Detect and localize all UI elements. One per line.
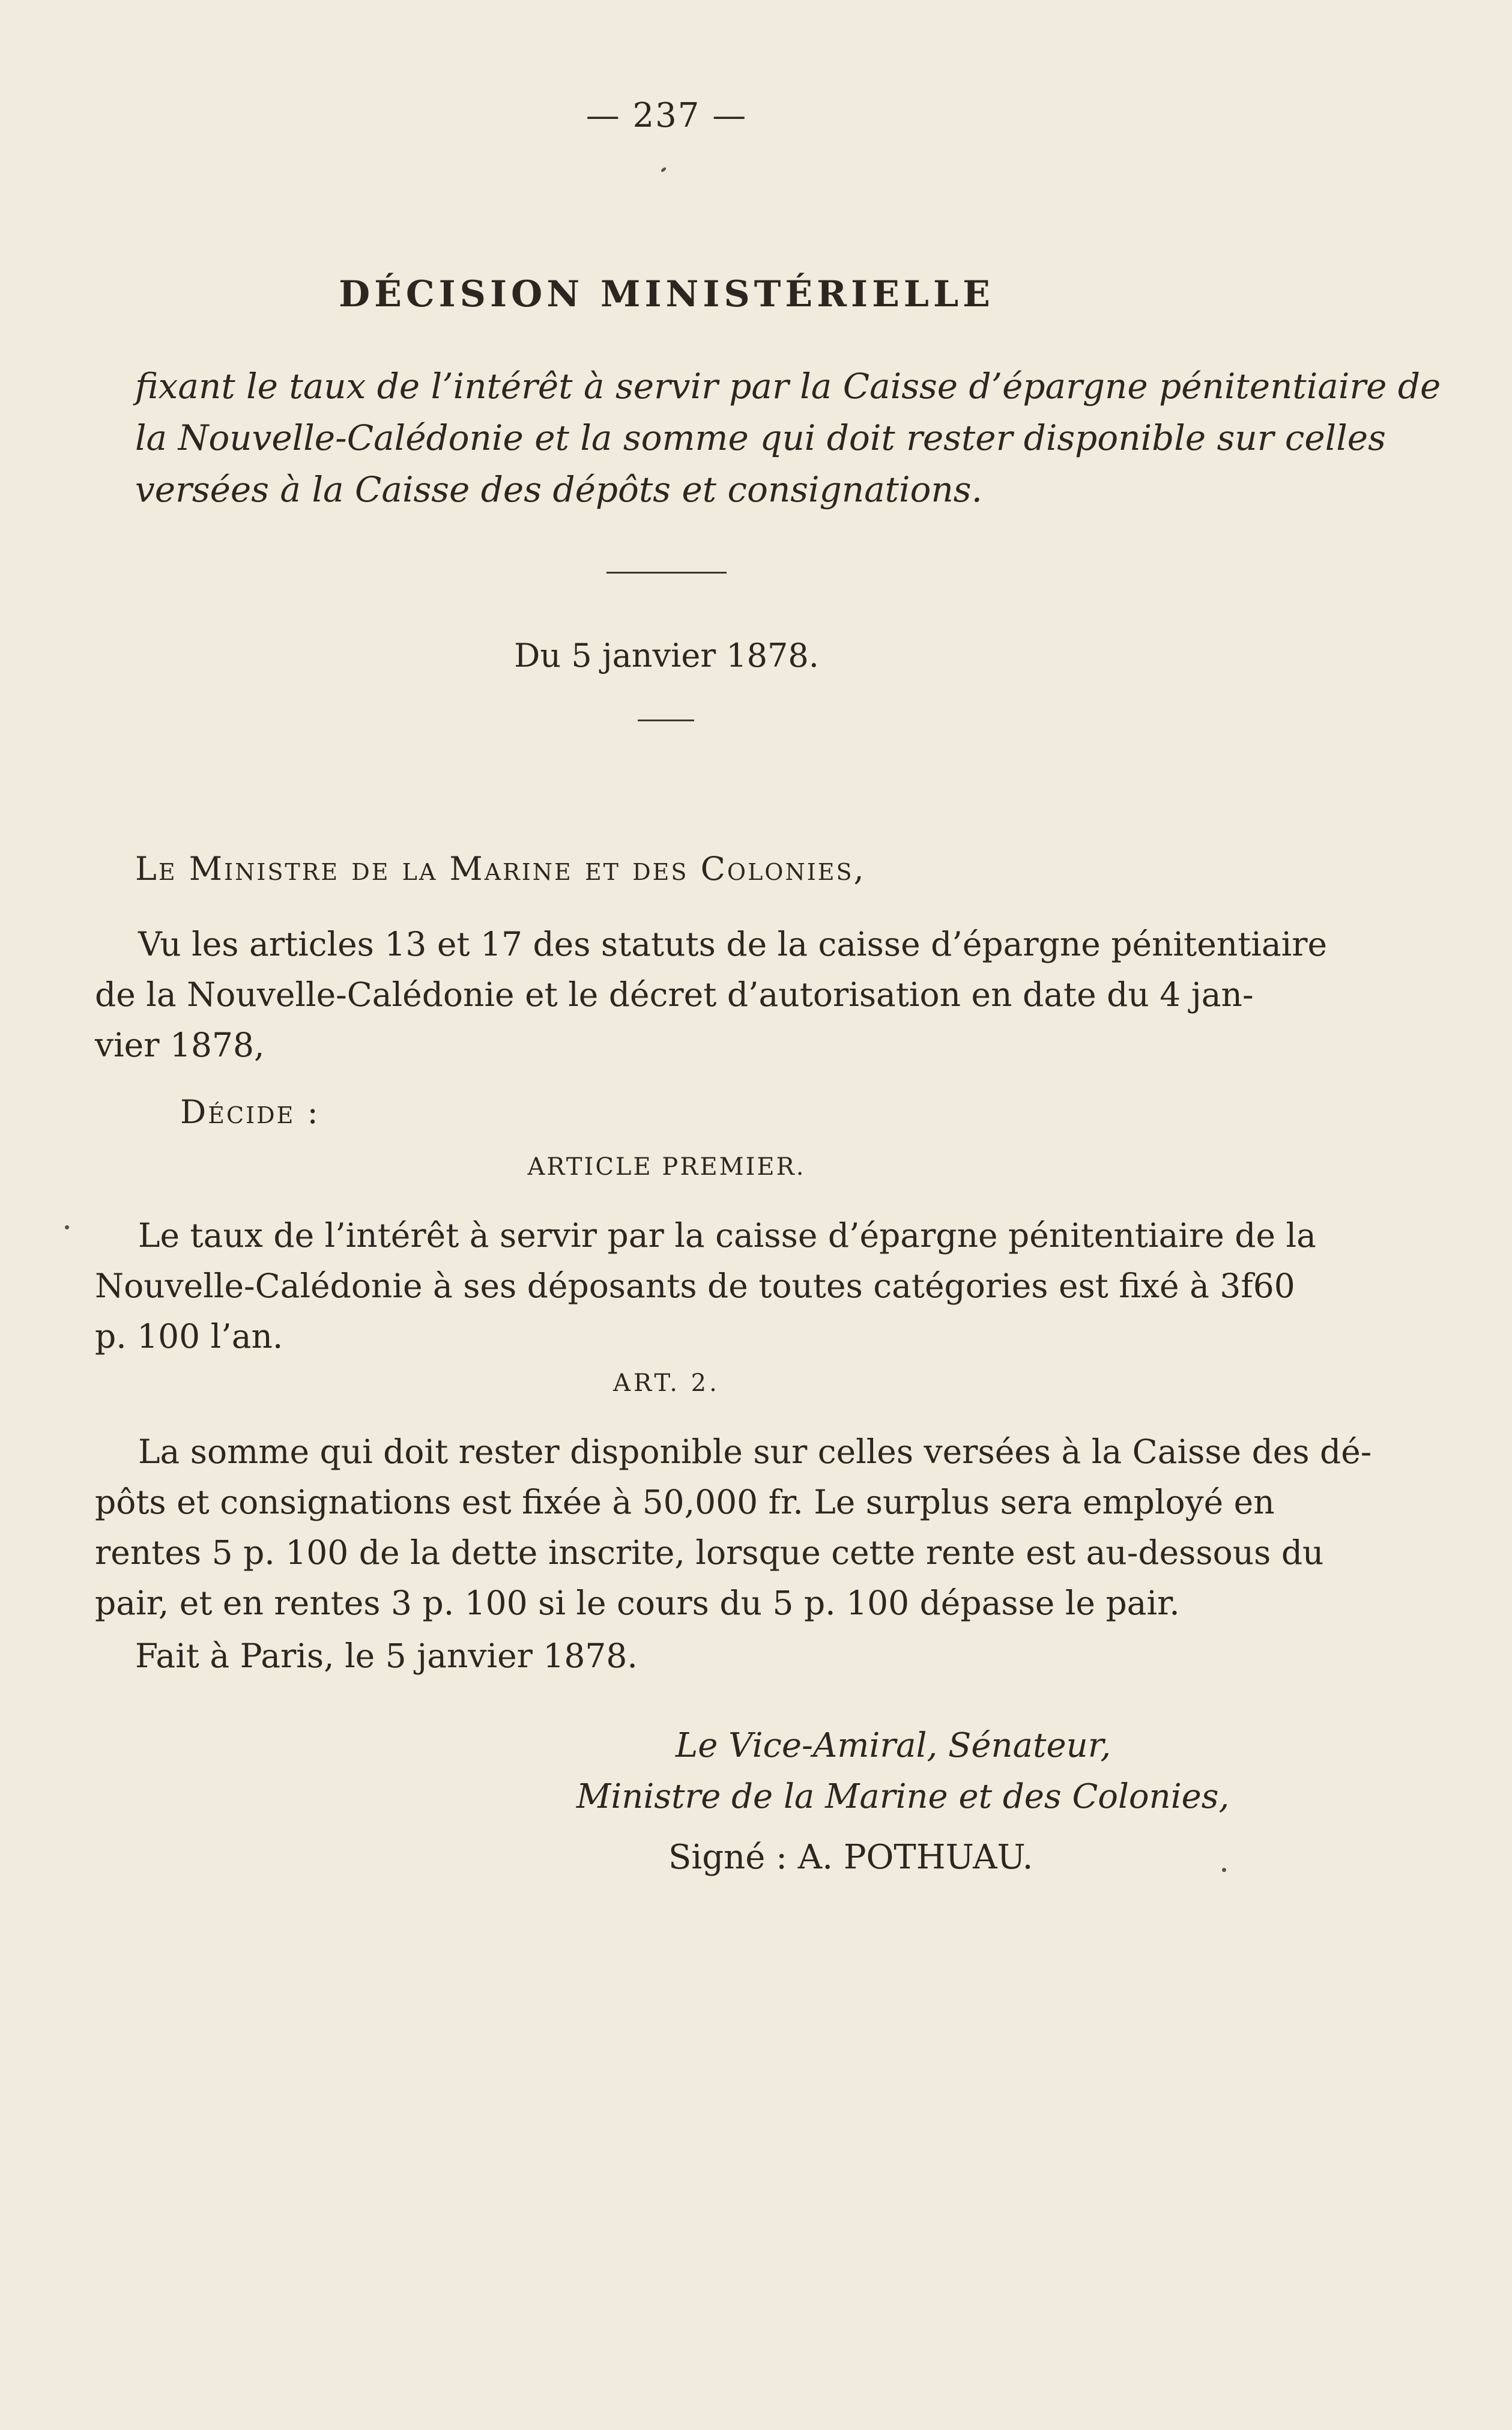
closing-line: Fait à Paris, le 5 janvier 1878.	[135, 1637, 638, 1675]
paragraph-line: Nouvelle-Calédonie à ses déposants de toutes catégories est fixé à 3f60	[95, 1267, 1295, 1305]
paper-speck	[661, 166, 667, 172]
paragraph-line: pair, et en rentes 3 p. 100 si le cours du 5 p. 100 dépasse le pair.	[95, 1584, 1180, 1622]
paragraph-line: Le taux de l’intérêt à servir par la caisse d’épargne pénitentiaire de la	[138, 1216, 1316, 1255]
signature-name: Signé : A. POTHUAU.	[668, 1838, 1033, 1877]
decision-date: Du 5 janvier 1878.	[514, 637, 819, 674]
paragraph-line: p. 100 l’an.	[95, 1317, 283, 1356]
signature-title: Ministre de la Marine et des Colonies,	[576, 1777, 1230, 1816]
divider-rule	[606, 572, 727, 574]
subtitle-line: la Nouvelle-Calédonie et la somme qui doit rester disponible sur celles	[135, 417, 1386, 458]
paper-speck	[1222, 1868, 1226, 1872]
paragraph-line: vier 1878,	[95, 1026, 265, 1064]
article-2-heading: ART. 2.	[613, 1369, 720, 1397]
paragraph-line: pôts et consignations est fixée à 50,000 fr. Le surplus sera employé en	[95, 1483, 1275, 1521]
paragraph-line: de la Nouvelle-Calédonie et le décret d’autorisation en date du 4 jan-	[95, 975, 1254, 1014]
paragraph-line: Vu les articles 13 et 17 des statuts de la caisse d’épargne pénitentiaire	[138, 925, 1328, 963]
subtitle-line: fixant le taux de l’intérêt à servir par la Caisse d’épargne pénitentiaire de	[135, 366, 1441, 407]
subtitle	[135, 360, 1441, 515]
divider-rule	[638, 720, 694, 721]
minister-heading: Le Ministre de la Marine et des Colonies,	[135, 850, 866, 888]
signature-title: Le Vice-Amiral, Sénateur,	[676, 1726, 1111, 1765]
page-number: — 237 —	[585, 96, 748, 135]
paper-speck	[65, 1225, 69, 1229]
decide-heading: Décide :	[180, 1093, 320, 1131]
article-1-paragraph	[95, 1210, 1316, 1362]
paragraph-line: La somme qui doit rester disponible sur celles versées à la Caisse des dé-	[138, 1432, 1372, 1471]
article-2-paragraph	[95, 1426, 1372, 1628]
page-title: DÉCISION MINISTÉRIELLE	[339, 273, 994, 315]
subtitle-line: versées à la Caisse des dépôts et consignations.	[135, 469, 983, 510]
preamble-paragraph	[95, 919, 1328, 1070]
article-1-heading: ARTICLE PREMIER.	[527, 1153, 806, 1181]
paragraph-line: rentes 5 p. 100 de la dette inscrite, lorsque cette rente est au-dessous du	[95, 1533, 1324, 1572]
